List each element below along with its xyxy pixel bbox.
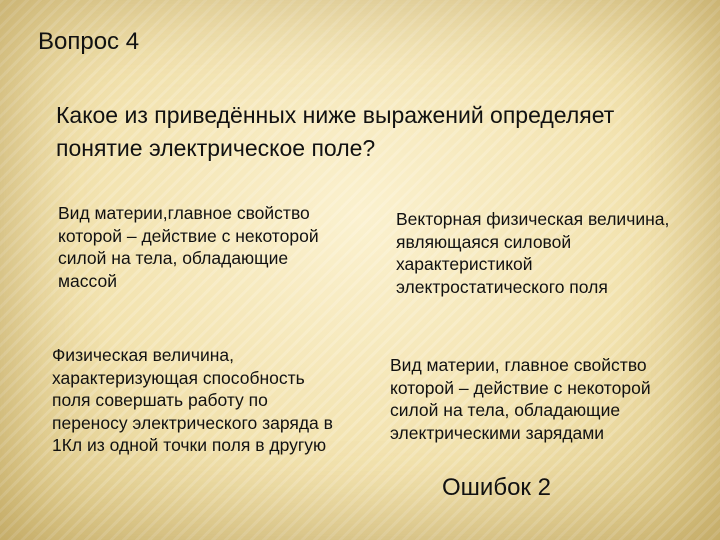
answer-option-4[interactable]: Вид материи, главное свойство которой – действие с некоторой силой на тела, обладающие электрическими зарядами	[390, 355, 651, 443]
question-number-label: Вопрос 4	[38, 28, 140, 55]
answer-option-1[interactable]: Вид материи,главное свойство которой – действие с некоторой силой на тела, обладающие массой	[58, 203, 319, 291]
answer-option-3[interactable]: Физическая величина, характеризующая способность поля совершать работу по переносу электрического заряда в 1Кл из одной точки поля в другую	[52, 345, 333, 455]
errors-count-label: Ошибок 2	[442, 474, 551, 501]
answer-option-2[interactable]: Векторная физическая величина, являющаяся силовой характеристикой электростатического поля	[396, 209, 670, 297]
question-text: Какое из приведённых ниже выражений определяет понятие электрическое поле?	[56, 102, 615, 161]
